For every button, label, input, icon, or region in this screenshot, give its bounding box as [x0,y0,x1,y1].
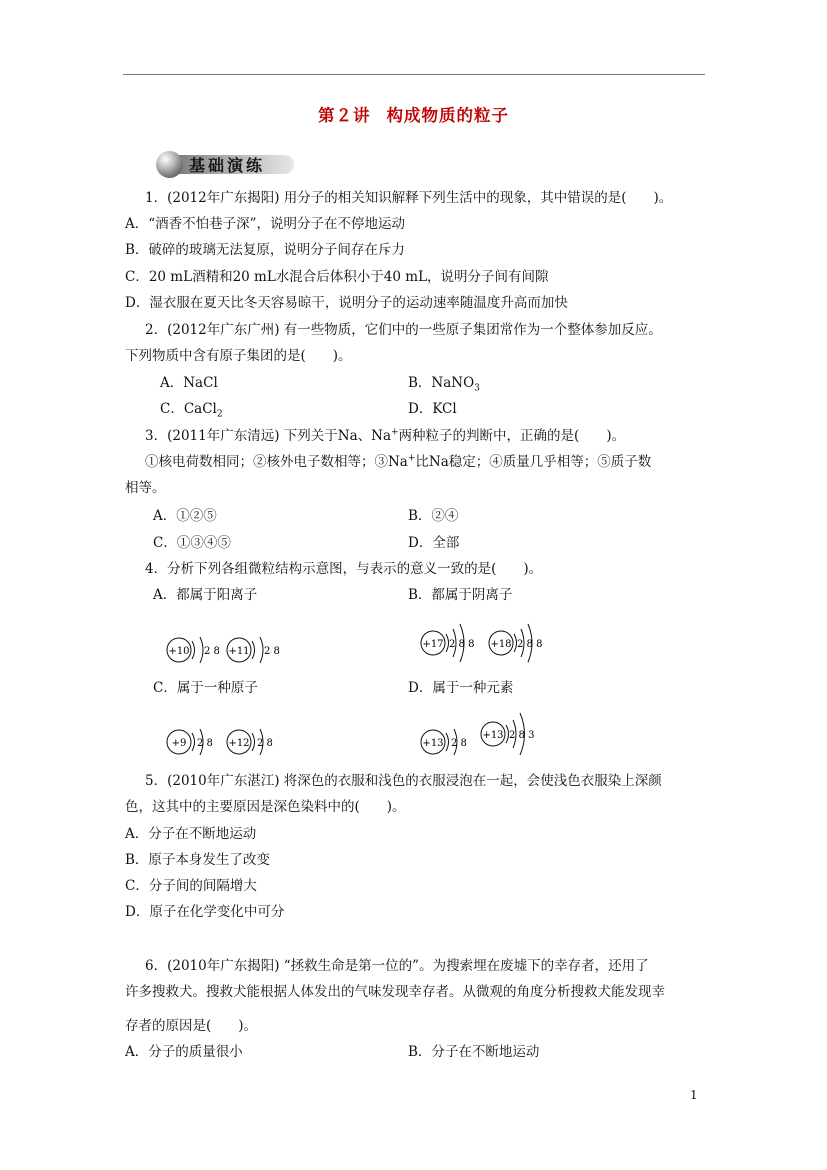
q4-stem: 4．分析下列各组微粒结构示意图，与表示的意义一致的是( )。 [145,561,543,577]
atom-diagram-b1 [418,618,490,668]
q1-option-b: B．破碎的玻璃无法复原，说明分子间存在斥力 [125,242,405,258]
page-title [0,102,827,126]
atom-c2-nucleus: +12 [228,738,250,749]
q2-stem-line2: 下列物质中含有原子集团的是( )。 [125,348,352,364]
atom-diagram-b2 [486,618,558,668]
q3-option-a: A．①②⑤ [153,508,217,524]
q1-stem: 1．(2012年广东揭阳) 用分子的相关知识解释下列生活中的现象，其中错误的是( )。 [145,190,673,206]
atom-c1-nucleus: +9 [171,738,187,749]
q2-option-b: B．NaNO$_3$ [408,375,480,394]
section-title: 基础演练 [189,156,266,175]
atom-a1-shells: 2 8 [204,646,220,657]
q4-option-a: A．都属于阳离子 [153,587,258,603]
q3-stem: 3．(2011年广东清远) 下列关于Na、Na+两种粒子的判断中，正确的是( )。 [145,427,626,444]
q4-option-c: C．属于一种原子 [153,680,258,696]
q6-stem-line1: 6．(2010年广东揭阳) “拯救生命是第一位的”。为搜索埋在废墟下的幸存者，还用了 [145,958,649,974]
q2-option-a: A．NaCl [160,375,218,391]
q1-option-c: C．20 mL酒精和20 mL水混合后体积小于40 mL，说明分子间有间隙 [125,269,549,285]
q5-option-b: B．原子本身发生了改变 [125,852,270,868]
atom-diagram-c1 [164,717,224,767]
atom-diagram-d2 [478,704,550,762]
q5-option-c: C．分子间的间隔增大 [125,878,257,894]
atom-b1-shells: 2 8 8 [449,639,475,650]
q3-statements-line1: ①核电荷数相同；②核外电子数相等；③Na+比Na稳定；④质量几乎相等；⑤质子数 [145,453,652,470]
q5-stem-line1: 5．(2010年广东湛江) 将深色的衣服和浅色的衣服浸泡在一起，会使浅色衣服染上深颜 [145,773,662,789]
banner-ball-icon [156,151,183,178]
q2-stem-line1: 2．(2012年广东广州) 有一些物质，它们中的一些原子集团常作为一个整体参加反应。 [145,322,662,338]
lecture-name: 构成物质的粒子 [386,106,509,125]
atom-b2-nucleus: +18 [490,639,512,650]
atom-diagram-d1 [418,717,478,767]
q5-option-a: A．分子在不断地运动 [125,826,257,842]
atom-c1-shells: 2 8 [197,738,213,749]
section-banner [156,150,298,178]
q5-stem-line2: 色，这其中的主要原因是深色染料中的( )。 [125,799,406,815]
atom-a1-nucleus: +10 [168,646,190,657]
q4-option-d: D．属于一种元素 [408,680,514,696]
atom-diagram-a1 [164,625,224,675]
q5-option-d: D．原子在化学变化中可分 [125,904,285,920]
page-number: 1 [690,1088,698,1102]
atom-b1-nucleus: +17 [422,639,444,650]
atom-b2-shells: 2 8 8 [517,639,543,650]
atom-diagram-a2 [224,625,284,675]
atom-c2-shells: 2 8 [257,738,273,749]
q3-option-b: B．②④ [408,508,459,524]
q6-option-a: A．分子的质量很小 [125,1044,243,1060]
header-rule [123,74,705,75]
q2-option-c: C．CaCl$_2$ [160,401,223,420]
q6-stem-line3: 存者的原因是( )。 [125,1018,258,1034]
atom-d2-shells: 2 8 3 [509,730,535,741]
atom-d1-nucleus: +13 [422,738,444,749]
lecture-number: 第２讲 [318,106,371,125]
q2-option-d: D．KCl [408,401,457,417]
atom-d2-nucleus: +13 [482,730,504,741]
q3-statements-line2: 相等。 [125,480,166,496]
q6-stem-line2: 许多搜救犬。搜救犬能根据人体发出的气味发现幸存者。从微观的角度分析搜救犬能发现幸 [125,984,665,1000]
q1-option-a: A．“酒香不怕巷子深”，说明分子在不停地运动 [125,216,406,232]
atom-a2-shells: 2 8 [264,646,280,657]
atom-d1-shells: 2 8 [451,738,467,749]
q3-option-d: D．全部 [408,535,460,551]
q6-option-b: B．分子在不断地运动 [408,1044,540,1060]
q4-option-b: B．都属于阴离子 [408,587,513,603]
q1-option-d: D．湿衣服在夏天比冬天容易晾干，说明分子的运动速率随温度升高而加快 [125,295,568,311]
atom-diagram-c2 [224,717,284,767]
atom-a2-nucleus: +11 [228,646,250,657]
q3-option-c: C．①③④⑤ [153,535,231,551]
